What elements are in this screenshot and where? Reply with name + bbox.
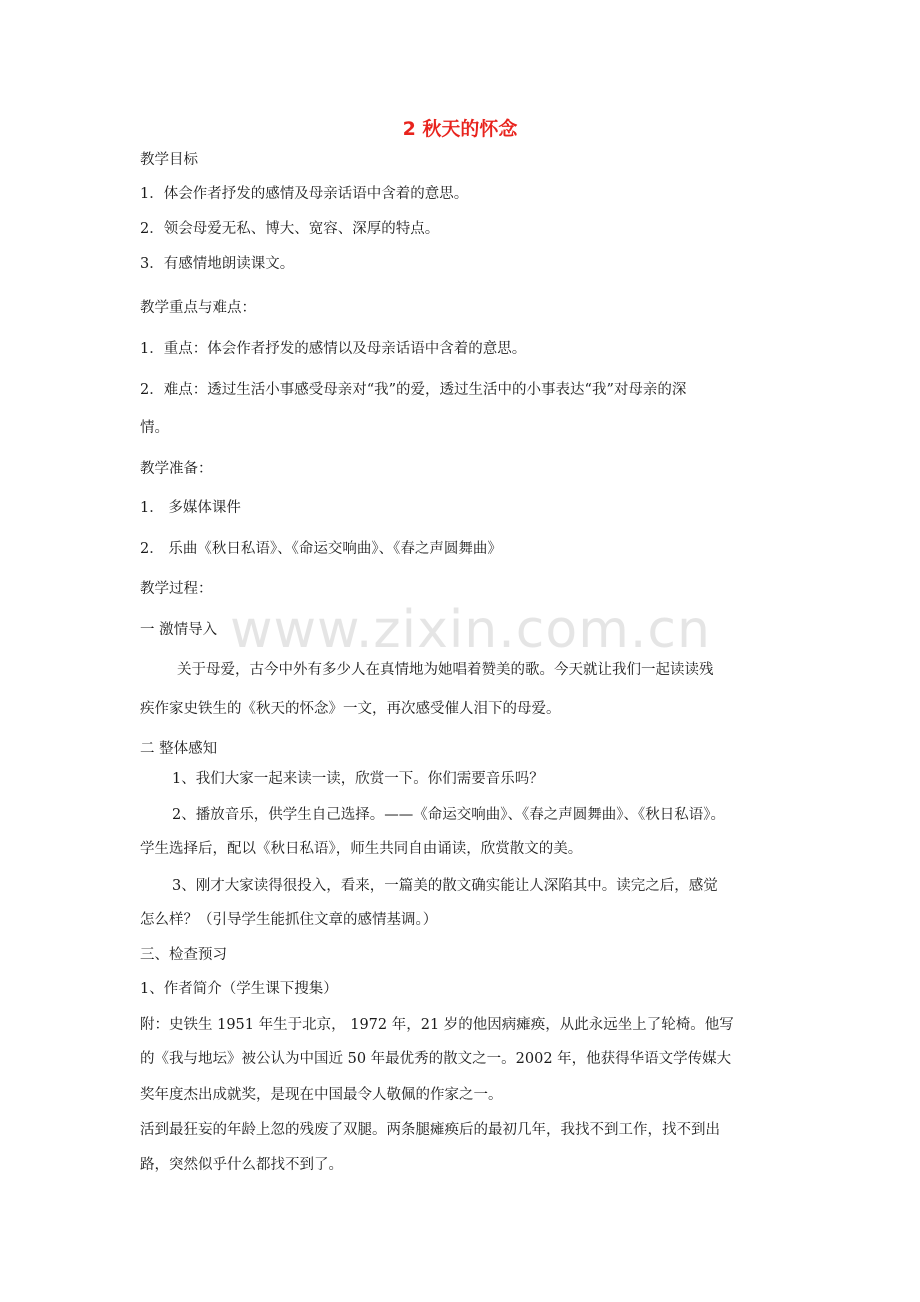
- paragraph-line: 1．重点：体会作者抒发的感情以及母亲话语中含着的意思。: [140, 341, 527, 357]
- subsection-heading: 三、检查预习: [140, 947, 227, 963]
- paragraph-line: 1、作者简介（学生课下搜集）: [140, 981, 338, 997]
- subsection-heading: 一 激情导入: [140, 622, 218, 638]
- section-heading-preparation: 教学准备：: [140, 461, 213, 477]
- paragraph-line: 1． 多媒体课件: [140, 500, 241, 516]
- paragraph-line: 2．难点：透过生活小事感受母亲对“我”的爱，透过生活中的小事表达“我”对母亲的深: [140, 382, 687, 398]
- paragraph-line: 附：史铁生 1951 年生于北京， 1972 年，21 岁的他因病瘫痪，从此永远坐上了轮椅。他写: [140, 1017, 734, 1033]
- document-title: 2 秋天的怀念: [402, 118, 518, 140]
- paragraph-line: 路，突然似乎什么都找不到了。: [140, 1157, 343, 1173]
- paragraph-line: 2．领会母爱无私、博大、宽容、深厚的特点。: [140, 221, 440, 237]
- paragraph-line: 奖年度杰出成就奖，是现在中国最令人敬佩的作家之一。: [140, 1087, 503, 1103]
- section-heading-process: 教学过程：: [140, 581, 213, 597]
- paragraph-line: 情。: [140, 420, 169, 436]
- paragraph-line: 怎么样？（引导学生能抓住文章的感情基调。）: [140, 912, 438, 928]
- watermark: www.zixin.com.cn: [230, 600, 711, 660]
- paragraph-line: 3．有感情地朗读课文。: [140, 256, 295, 272]
- paragraph-line: 1．体会作者抒发的感情及母亲话语中含着的意思。: [140, 186, 469, 202]
- paragraph-line: 2、播放音乐，供学生自己选择。——《命运交响曲》、《春之声圆舞曲》、《秋日私语》。: [172, 807, 725, 823]
- paragraph-line: 学生选择后，配以《秋日私语》，师生共同自由诵读，欣赏散文的美。: [140, 841, 583, 857]
- paragraph-line: 3、刚才大家读得很投入，看来，一篇美的散文确实能让人深陷其中。读完之后，感觉: [172, 878, 718, 894]
- paragraph-line: 关于母爱，古今中外有多少人在真情地为她唱着赞美的歌。今天就让我们一起读读残: [177, 662, 714, 678]
- paragraph-line: 活到最狂妄的年龄上忽的残废了双腿。两条腿瘫痪后的最初几年，我找不到工作，找不到出: [140, 1122, 720, 1138]
- subsection-heading: 二 整体感知: [140, 741, 218, 757]
- paragraph-line: 1、我们大家一起来读一读，欣赏一下。你们需要音乐吗？: [172, 771, 544, 787]
- paragraph-line: 的《我与地坛》被公认为中国近 50 年最优秀的散文之一。2002 年，他获得华语文学传媒大: [140, 1051, 732, 1067]
- section-heading-objectives: 教学目标: [140, 152, 198, 168]
- section-heading-keypoints: 教学重点与难点：: [140, 300, 256, 316]
- paragraph-line: 2． 乐曲《秋日私语》、《命运交响曲》、《春之声圆舞曲》: [140, 541, 502, 557]
- paragraph-line: 疾作家史铁生的《秋天的怀念》一文，再次感受催人泪下的母爱。: [140, 701, 561, 717]
